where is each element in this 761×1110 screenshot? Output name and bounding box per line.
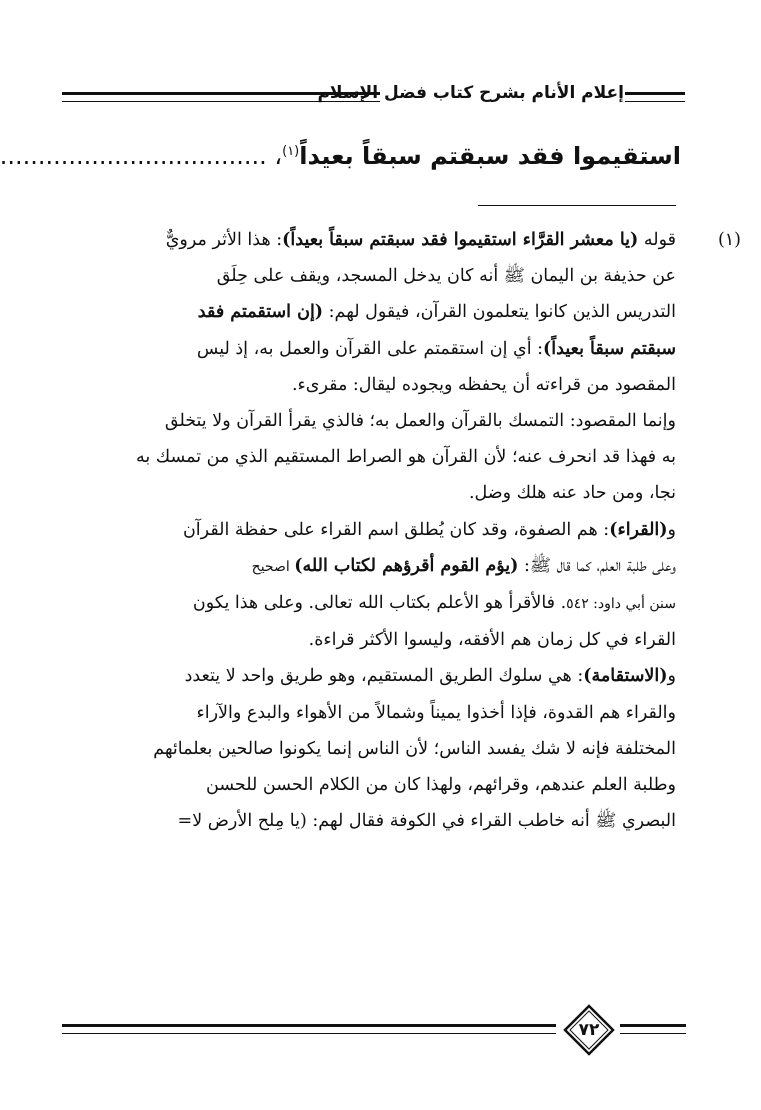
text-segment: نجا، ومن حاد عنه هلك وضل. <box>468 483 676 504</box>
text-segment: و <box>667 519 676 540</box>
footnote-line <box>61 403 676 439</box>
text-segment: به فهذا قد انحرف عنه؛ لأن القرآن هو الصراط المستقيم الذي من تمسك به <box>135 447 676 468</box>
text-segment: التدريس الذين كانوا يتعلمون القرآن، فيقول لهم: <box>323 302 676 323</box>
footnote-line <box>61 331 676 367</box>
text-segment: . فالأقرأ هو الأعلم بكتاب الله تعالى. وعلى هذا يكون <box>192 593 567 614</box>
text-segment: والقراء هم القدوة، فإذا أخذوا يميناً وشمالاً من الأهواء والبدع والآراء <box>196 702 676 723</box>
page-number-ornament <box>563 1004 615 1056</box>
heading-footnote-ref: (١) <box>282 144 300 159</box>
footnote-line <box>61 475 676 511</box>
footnote-line <box>61 695 676 731</box>
text-segment: المختلفة فإنه لا شك يفسد الناس؛ لأن الناس إنما يكونوا صالحين بعلمائهم <box>153 738 676 759</box>
footnote-number: (١) <box>717 230 741 250</box>
footnote-line <box>61 803 676 839</box>
bold-text-segment: (إن استقمتم فقد <box>197 302 324 323</box>
footnote-line <box>61 767 676 803</box>
footnote-line <box>61 548 676 585</box>
text-segment: قوله <box>638 230 676 250</box>
bold-text-segment: (القراء) <box>609 519 668 540</box>
bold-text-segment: (يا معشر القرَّاء استقيموا فقد سبقتم سبقاً بعيداً) <box>282 230 639 250</box>
text-segment: و <box>667 666 676 687</box>
text-segment: اصحيح <box>251 558 295 575</box>
text-segment: : هي سلوك الطريق المستقيم، وهو طريق واحد لا يتعدد <box>184 666 584 687</box>
heading-text: استقيموا فقد سبقتم سبقاً بعيداً <box>299 142 681 170</box>
footnote-line <box>61 258 676 294</box>
footnote-line <box>61 512 676 548</box>
heading-trailing-dots: ، ................................... <box>0 142 283 170</box>
footnote-separator <box>478 205 676 206</box>
footer-rule-right <box>620 1024 686 1034</box>
text-segment: وإنما المقصود: التمسك بالقرآن والعمل به؛ فالذي يقرأ القرآن ولا يتخلق <box>164 411 676 432</box>
footnote-line <box>61 585 676 622</box>
text-segment: وطلبة العلم عندهم، وقرائهم، ولهذا كان من الكلام الحسن للحسن <box>206 775 676 796</box>
text-segment: : هذا الأثر مرويٌّ <box>165 230 283 250</box>
page-number: ٧٢ <box>578 1020 600 1040</box>
footnote-line <box>61 222 676 258</box>
main-heading <box>0 132 681 176</box>
footnote-line <box>61 439 676 475</box>
footnote-line <box>61 367 676 403</box>
footnote-body <box>61 222 741 839</box>
text-segment: المقصود من قراءته أن يحفظه ويجوده ليقال: مقرىء. <box>291 374 676 395</box>
footer-rule-left <box>62 1024 556 1034</box>
bold-text-segment: سبقتم سبقاً بعيداً) <box>543 338 676 359</box>
text-segment: القراء في كل زمان هم الأفقه، وليسوا الأكثر قراءة. <box>308 630 676 651</box>
running-head: إعلام الأنام بشرح كتاب فضل الإسلام <box>317 83 624 103</box>
text-segment: البصري ﷺ أنه خاطب القراء في الكوفة فقال لهم: (يا مِلح الأرض لا= <box>177 811 676 832</box>
footnote-line <box>61 731 676 767</box>
text-segment: : هم الصفوة، وقد كان يُطلق اسم القراء على حفظة القرآن <box>182 519 610 540</box>
text-segment: : أي إن استقمتم على القرآن والعمل به، إذ ليس <box>196 338 544 359</box>
text-segment: عن حذيفة بن اليمان ﷺ أنه كان يدخل المسجد، ويقف على حِلَق <box>216 266 676 287</box>
bold-text-segment: (يؤم القوم أقرؤهم لكتاب الله) <box>294 555 519 576</box>
footnote-line <box>61 294 676 330</box>
text-segment: سنن أبي داود: ٥٤٢ <box>566 596 676 613</box>
bold-text-segment: (الاستقامة) <box>583 666 668 687</box>
footnote-line <box>61 622 676 658</box>
footnote-lines <box>61 222 676 839</box>
header-rule-right <box>625 92 685 102</box>
text-segment: وعلى طلبة العلم، كما قال ﷺ: <box>518 555 676 576</box>
footnote-line <box>61 658 676 694</box>
